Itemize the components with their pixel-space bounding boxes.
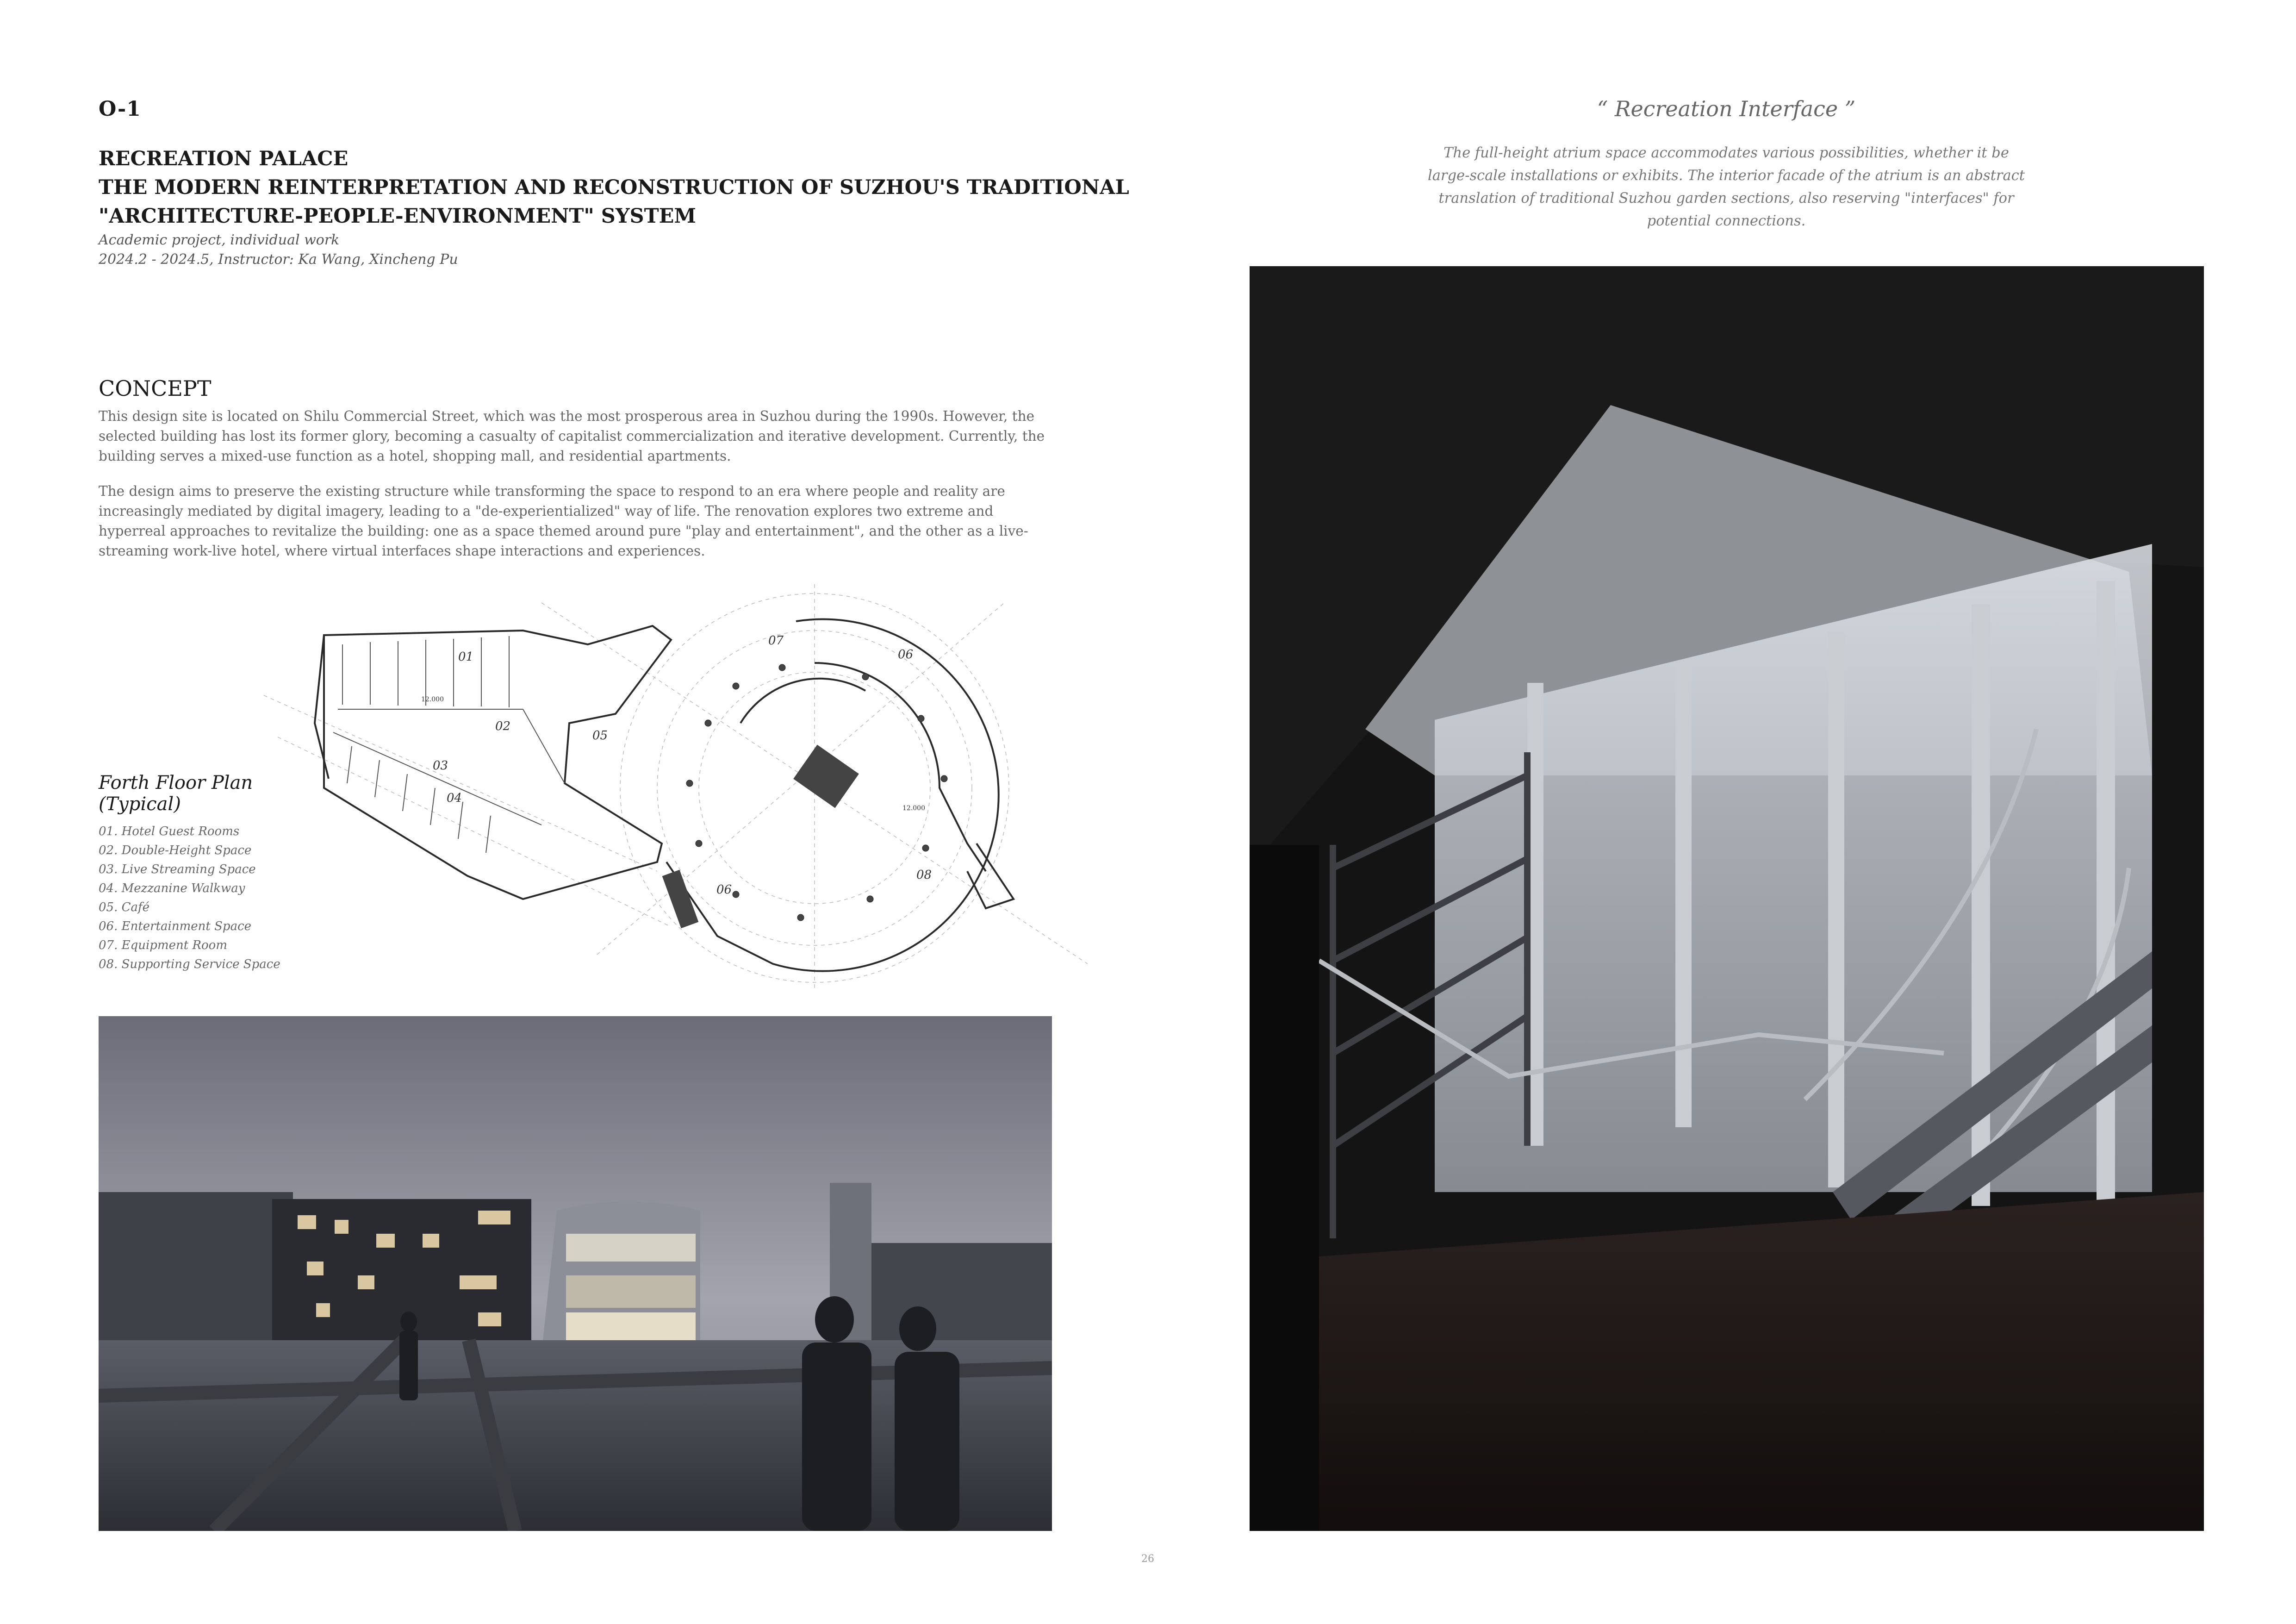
meta-line: Academic project, individual work (99, 232, 340, 248)
plan-walls (315, 619, 1014, 971)
legend-item: 07. Equipment Room (99, 938, 227, 952)
room-label-03: 03 (433, 759, 448, 773)
room-label-08: 08 (916, 868, 932, 882)
floor-plan-title-line: (Typical) (99, 793, 181, 815)
atrium-render-image (1250, 266, 2204, 1531)
exterior-render-image (99, 1016, 1052, 1531)
project-meta (99, 231, 458, 269)
legend-item: 06. Entertainment Space (99, 919, 252, 933)
floor-plan-drawing (264, 584, 1088, 992)
dimension-label: 12.000 (421, 696, 444, 703)
legend-item: 04. Mezzanine Walkway (99, 881, 245, 895)
quote-text: The full-height atrium space accommodates various possibilities, whether it be large-scale installations or exhibits. The interior facade of the atrium is an abstract translation of traditional Suzhou garden sections, also reserving "interfaces" for potential connections. (1427, 145, 2025, 229)
room-label-07: 07 (768, 634, 784, 648)
concept-paragraph: This design site is located on Shilu Commercial Street, which was the most prosperous area in Suzhou during the 1990s. However, the selected building has lost its former glory, becoming a casualty of capitalist commercialization and iterative development. Currently, the building serves a mixed-use function as a hotel, shopping mall, and residential apartments. (99, 408, 1045, 464)
plan-dimension-labels (421, 696, 925, 812)
legend-item: 08. Supporting Service Space (99, 957, 280, 971)
room-label-04: 04 (447, 791, 462, 805)
room-label-02: 02 (495, 719, 511, 733)
plan-stairs (662, 745, 859, 929)
legend-item: 03. Live Streaming Space (99, 862, 256, 876)
floor-plan-legend (99, 822, 280, 974)
project-number: O-1 (99, 97, 141, 121)
title-line: "ARCHITECTURE-PEOPLE-ENVIRONMENT" SYSTEM (99, 205, 696, 228)
room-label-01: 01 (458, 650, 474, 664)
plan-grid-lines (264, 584, 1088, 992)
project-title (99, 144, 1129, 231)
quote-title: “ Recreation Interface ” (1597, 96, 1856, 121)
legend-item: 05. Café (99, 900, 150, 914)
room-label-05: 05 (592, 729, 608, 743)
floor-plan-title-line: Forth Floor Plan (99, 772, 253, 793)
plan-room-labels (433, 634, 932, 897)
concept-heading: CONCEPT (99, 376, 212, 401)
plan-room-divisions (333, 636, 565, 853)
concept-paragraph: The design aims to preserve the existing structure while transforming the space to respond to an era where people and reality are increasingly mediated by digital imagery, leading to a "de-experientialized" way of life. The renovation explores two extreme and hyperreal approaches to revitalize the building: one as a space themed around pure "play and entertainment", and the other as a live-streaming work-live hotel, where virtual interfaces shape interactions and experiences. (99, 483, 1028, 559)
room-label-06: 06 (898, 648, 914, 662)
dimension-label: 12.000 (902, 805, 925, 812)
title-line: RECREATION PALACE (99, 147, 348, 170)
legend-item: 02. Double-Height Space (99, 843, 252, 857)
title-line: THE MODERN REINTERPRETATION AND RECONSTRUCTION OF SUZHOU'S TRADITIONAL (99, 176, 1129, 199)
legend-item: 01. Hotel Guest Rooms (99, 824, 240, 838)
meta-line: 2024.2 - 2024.5, Instructor: Ka Wang, Xincheng Pu (99, 251, 458, 268)
page-number: 26 (1141, 1553, 1154, 1565)
room-label-06-lower: 06 (716, 883, 732, 897)
floor-plan-title (99, 772, 253, 815)
